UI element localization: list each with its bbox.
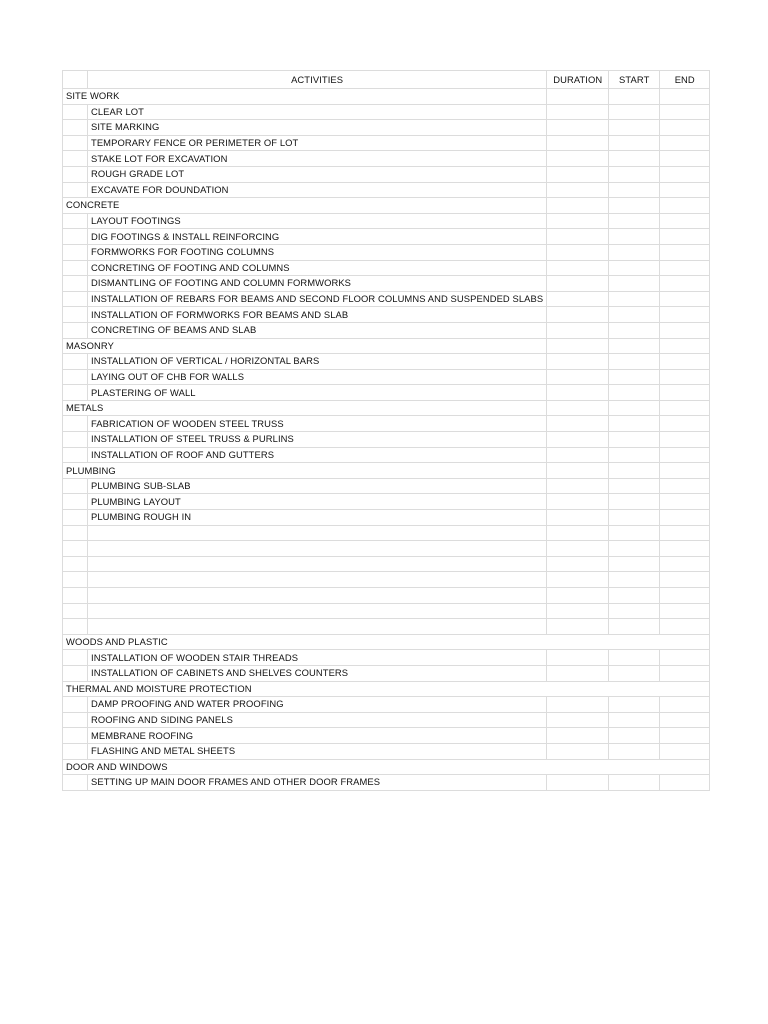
category-label: DOOR AND WINDOWS (63, 759, 547, 775)
end-cell (660, 244, 710, 260)
end-cell (660, 400, 710, 416)
start-cell (609, 354, 660, 370)
start-cell (609, 447, 660, 463)
duration-cell (547, 166, 609, 182)
indent-cell (63, 307, 88, 323)
activity-cell: LAYOUT FOOTINGS (88, 213, 547, 229)
duration-cell (547, 244, 609, 260)
start-cell (609, 182, 660, 198)
activity-row (63, 432, 710, 448)
header-activities: ACTIVITIES (88, 71, 547, 89)
activity-cell: CLEAR LOT (88, 104, 547, 120)
start-cell (609, 151, 660, 167)
end-cell (660, 135, 710, 151)
indent-cell (63, 416, 88, 432)
duration-cell (547, 541, 609, 557)
duration-cell (547, 260, 609, 276)
indent-cell (63, 650, 88, 666)
end-cell (660, 665, 710, 681)
end-cell (660, 541, 710, 557)
activity-cell: MEMBRANE ROOFING (88, 728, 547, 744)
duration-cell (547, 182, 609, 198)
duration-cell (547, 354, 609, 370)
indent-cell (63, 385, 88, 401)
activity-cell (88, 525, 547, 541)
activity-row (63, 478, 710, 494)
start-cell (609, 728, 660, 744)
start-cell (609, 572, 660, 588)
start-cell (609, 385, 660, 401)
indent-cell (63, 120, 88, 136)
indent-cell (63, 478, 88, 494)
end-cell (660, 369, 710, 385)
duration-cell (547, 681, 609, 697)
activity-cell (88, 556, 547, 572)
category-label: MASONRY (63, 338, 547, 354)
end-cell (660, 447, 710, 463)
duration-cell (547, 338, 609, 354)
end-cell (660, 619, 710, 635)
category-label: THERMAL AND MOISTURE PROTECTION (63, 681, 547, 697)
start-cell (609, 681, 660, 697)
header-row (63, 71, 710, 89)
indent-cell (63, 276, 88, 292)
start-cell (609, 104, 660, 120)
start-cell (609, 697, 660, 713)
indent-cell (63, 229, 88, 245)
activity-cell: ROUGH GRADE LOT (88, 166, 547, 182)
activity-cell: INSTALLATION OF REBARS FOR BEAMS AND SECOND FLOOR COLUMNS AND SUSPENDED SLABS (88, 291, 547, 307)
indent-cell (63, 619, 88, 635)
activity-row (63, 229, 710, 245)
duration-cell (547, 603, 609, 619)
duration-cell (547, 89, 609, 105)
activity-row (63, 213, 710, 229)
start-cell (609, 619, 660, 635)
end-cell (660, 120, 710, 136)
start-cell (609, 603, 660, 619)
category-label: METALS (63, 400, 547, 416)
indent-cell (63, 291, 88, 307)
duration-cell (547, 322, 609, 338)
category-label: WOODS AND PLASTIC (63, 634, 547, 650)
category-label: PLUMBING (63, 463, 547, 479)
duration-cell (547, 151, 609, 167)
category-row (63, 198, 710, 214)
duration-cell (547, 572, 609, 588)
start-cell (609, 276, 660, 292)
duration-cell (547, 432, 609, 448)
end-cell (660, 213, 710, 229)
duration-cell (547, 229, 609, 245)
category-row (63, 759, 710, 775)
indent-cell (63, 665, 88, 681)
activity-cell: LAYING OUT OF CHB FOR WALLS (88, 369, 547, 385)
end-cell (660, 712, 710, 728)
start-cell (609, 291, 660, 307)
end-cell (660, 166, 710, 182)
activity-cell: FORMWORKS FOR FOOTING COLUMNS (88, 244, 547, 260)
activity-row (63, 307, 710, 323)
end-cell (660, 588, 710, 604)
activity-cell: STAKE LOT FOR EXCAVATION (88, 151, 547, 167)
end-cell (660, 494, 710, 510)
start-cell (609, 759, 660, 775)
header-end: END (660, 71, 710, 89)
duration-cell (547, 447, 609, 463)
activity-cell: CONCRETING OF FOOTING AND COLUMNS (88, 260, 547, 276)
activity-row (63, 260, 710, 276)
activity-cell: INSTALLATION OF CABINETS AND SHELVES COUNTERS (88, 665, 547, 681)
activity-row (63, 369, 710, 385)
activity-cell (88, 619, 547, 635)
activity-row (63, 182, 710, 198)
indent-cell (63, 556, 88, 572)
duration-cell (547, 650, 609, 666)
category-row (63, 338, 710, 354)
end-cell (660, 463, 710, 479)
duration-cell (547, 634, 609, 650)
end-cell (660, 338, 710, 354)
start-cell (609, 712, 660, 728)
end-cell (660, 182, 710, 198)
activity-cell: INSTALLATION OF VERTICAL / HORIZONTAL BARS (88, 354, 547, 370)
activity-cell: SETTING UP MAIN DOOR FRAMES AND OTHER DOOR FRAMES (88, 775, 547, 791)
duration-cell (547, 135, 609, 151)
end-cell (660, 728, 710, 744)
start-cell (609, 556, 660, 572)
end-cell (660, 229, 710, 245)
header-start: START (609, 71, 660, 89)
start-cell (609, 494, 660, 510)
indent-cell (63, 447, 88, 463)
blank-row (63, 556, 710, 572)
duration-cell (547, 556, 609, 572)
indent-cell (63, 588, 88, 604)
duration-cell (547, 525, 609, 541)
duration-cell (547, 697, 609, 713)
duration-cell (547, 759, 609, 775)
start-cell (609, 135, 660, 151)
start-cell (609, 369, 660, 385)
indent-cell (63, 697, 88, 713)
end-cell (660, 650, 710, 666)
start-cell (609, 120, 660, 136)
activity-cell (88, 603, 547, 619)
activity-row (63, 743, 710, 759)
indent-cell (63, 712, 88, 728)
indent-cell (63, 322, 88, 338)
duration-cell (547, 291, 609, 307)
end-cell (660, 354, 710, 370)
end-cell (660, 416, 710, 432)
activity-row (63, 104, 710, 120)
activity-row (63, 322, 710, 338)
activity-cell: FLASHING AND METAL SHEETS (88, 743, 547, 759)
end-cell (660, 697, 710, 713)
start-cell (609, 463, 660, 479)
indent-cell (63, 728, 88, 744)
indent-cell (63, 244, 88, 260)
activity-cell: PLUMBING ROUGH IN (88, 510, 547, 526)
indent-cell (63, 541, 88, 557)
blank-row (63, 588, 710, 604)
start-cell (609, 400, 660, 416)
activity-row (63, 650, 710, 666)
start-cell (609, 89, 660, 105)
end-cell (660, 104, 710, 120)
blank-row (63, 619, 710, 635)
end-cell (660, 198, 710, 214)
start-cell (609, 229, 660, 245)
start-cell (609, 775, 660, 791)
indent-cell (63, 494, 88, 510)
activity-row (63, 447, 710, 463)
end-cell (660, 276, 710, 292)
indent-cell (63, 525, 88, 541)
indent-cell (63, 432, 88, 448)
activity-cell: FABRICATION OF WOODEN STEEL TRUSS (88, 416, 547, 432)
activity-cell (88, 572, 547, 588)
duration-cell (547, 728, 609, 744)
end-cell (660, 572, 710, 588)
activity-cell (88, 588, 547, 604)
blank-row (63, 541, 710, 557)
end-cell (660, 681, 710, 697)
activity-row (63, 276, 710, 292)
start-cell (609, 198, 660, 214)
duration-cell (547, 588, 609, 604)
activity-row (63, 510, 710, 526)
duration-cell (547, 369, 609, 385)
end-cell (660, 291, 710, 307)
activity-cell: SITE MARKING (88, 120, 547, 136)
activity-cell: EXCAVATE FOR DOUNDATION (88, 182, 547, 198)
indent-cell (63, 213, 88, 229)
start-cell (609, 416, 660, 432)
blank-row (63, 572, 710, 588)
indent-cell (63, 182, 88, 198)
indent-cell (63, 166, 88, 182)
end-cell (660, 634, 710, 650)
activity-row (63, 494, 710, 510)
duration-cell (547, 400, 609, 416)
duration-cell (547, 463, 609, 479)
duration-cell (547, 213, 609, 229)
end-cell (660, 603, 710, 619)
end-cell (660, 759, 710, 775)
header-indent-cell (63, 71, 88, 89)
activity-row (63, 291, 710, 307)
duration-cell (547, 712, 609, 728)
duration-cell (547, 198, 609, 214)
start-cell (609, 525, 660, 541)
blank-row (63, 603, 710, 619)
category-label: SITE WORK (63, 89, 547, 105)
start-cell (609, 307, 660, 323)
indent-cell (63, 354, 88, 370)
activity-cell: DISMANTLING OF FOOTING AND COLUMN FORMWORKS (88, 276, 547, 292)
duration-cell (547, 276, 609, 292)
activity-row (63, 385, 710, 401)
duration-cell (547, 619, 609, 635)
start-cell (609, 510, 660, 526)
end-cell (660, 525, 710, 541)
activity-cell: TEMPORARY FENCE OR PERIMETER OF LOT (88, 135, 547, 151)
start-cell (609, 634, 660, 650)
indent-cell (63, 775, 88, 791)
indent-cell (63, 260, 88, 276)
start-cell (609, 588, 660, 604)
activity-row (63, 120, 710, 136)
activity-row (63, 712, 710, 728)
duration-cell (547, 104, 609, 120)
activity-row (63, 775, 710, 791)
end-cell (660, 510, 710, 526)
end-cell (660, 151, 710, 167)
indent-cell (63, 369, 88, 385)
category-label: CONCRETE (63, 198, 547, 214)
schedule-table (62, 70, 710, 791)
duration-cell (547, 120, 609, 136)
start-cell (609, 743, 660, 759)
start-cell (609, 338, 660, 354)
start-cell (609, 213, 660, 229)
activity-cell: PLUMBING SUB-SLAB (88, 478, 547, 494)
activity-cell (88, 541, 547, 557)
activity-cell: PLUMBING LAYOUT (88, 494, 547, 510)
indent-cell (63, 151, 88, 167)
start-cell (609, 432, 660, 448)
activity-row (63, 166, 710, 182)
activity-cell: INSTALLATION OF ROOF AND GUTTERS (88, 447, 547, 463)
start-cell (609, 244, 660, 260)
indent-cell (63, 603, 88, 619)
activity-row (63, 697, 710, 713)
end-cell (660, 743, 710, 759)
activity-cell: INSTALLATION OF FORMWORKS FOR BEAMS AND SLAB (88, 307, 547, 323)
category-row (63, 400, 710, 416)
activity-row (63, 354, 710, 370)
header-duration: DURATION (547, 71, 609, 89)
duration-cell (547, 743, 609, 759)
duration-cell (547, 510, 609, 526)
end-cell (660, 322, 710, 338)
start-cell (609, 665, 660, 681)
indent-cell (63, 743, 88, 759)
category-row (63, 463, 710, 479)
duration-cell (547, 494, 609, 510)
activity-row (63, 244, 710, 260)
indent-cell (63, 135, 88, 151)
end-cell (660, 556, 710, 572)
start-cell (609, 541, 660, 557)
blank-row (63, 525, 710, 541)
end-cell (660, 478, 710, 494)
category-row (63, 634, 710, 650)
start-cell (609, 322, 660, 338)
activity-row (63, 665, 710, 681)
start-cell (609, 650, 660, 666)
duration-cell (547, 416, 609, 432)
activity-row (63, 151, 710, 167)
activity-row (63, 728, 710, 744)
indent-cell (63, 104, 88, 120)
duration-cell (547, 665, 609, 681)
end-cell (660, 307, 710, 323)
category-row (63, 89, 710, 105)
activity-row (63, 416, 710, 432)
end-cell (660, 775, 710, 791)
activity-cell: PLASTERING OF WALL (88, 385, 547, 401)
indent-cell (63, 572, 88, 588)
end-cell (660, 385, 710, 401)
start-cell (609, 260, 660, 276)
activity-cell: CONCRETING OF BEAMS AND SLAB (88, 322, 547, 338)
duration-cell (547, 385, 609, 401)
activity-cell: ROOFING AND SIDING PANELS (88, 712, 547, 728)
activity-cell: DAMP PROOFING AND WATER PROOFING (88, 697, 547, 713)
end-cell (660, 89, 710, 105)
duration-cell (547, 478, 609, 494)
duration-cell (547, 775, 609, 791)
start-cell (609, 478, 660, 494)
end-cell (660, 432, 710, 448)
category-row (63, 681, 710, 697)
duration-cell (547, 307, 609, 323)
start-cell (609, 166, 660, 182)
activity-cell: DIG FOOTINGS & INSTALL REINFORCING (88, 229, 547, 245)
activity-cell: INSTALLATION OF WOODEN STAIR THREADS (88, 650, 547, 666)
activity-row (63, 135, 710, 151)
indent-cell (63, 510, 88, 526)
activity-cell: INSTALLATION OF STEEL TRUSS & PURLINS (88, 432, 547, 448)
end-cell (660, 260, 710, 276)
